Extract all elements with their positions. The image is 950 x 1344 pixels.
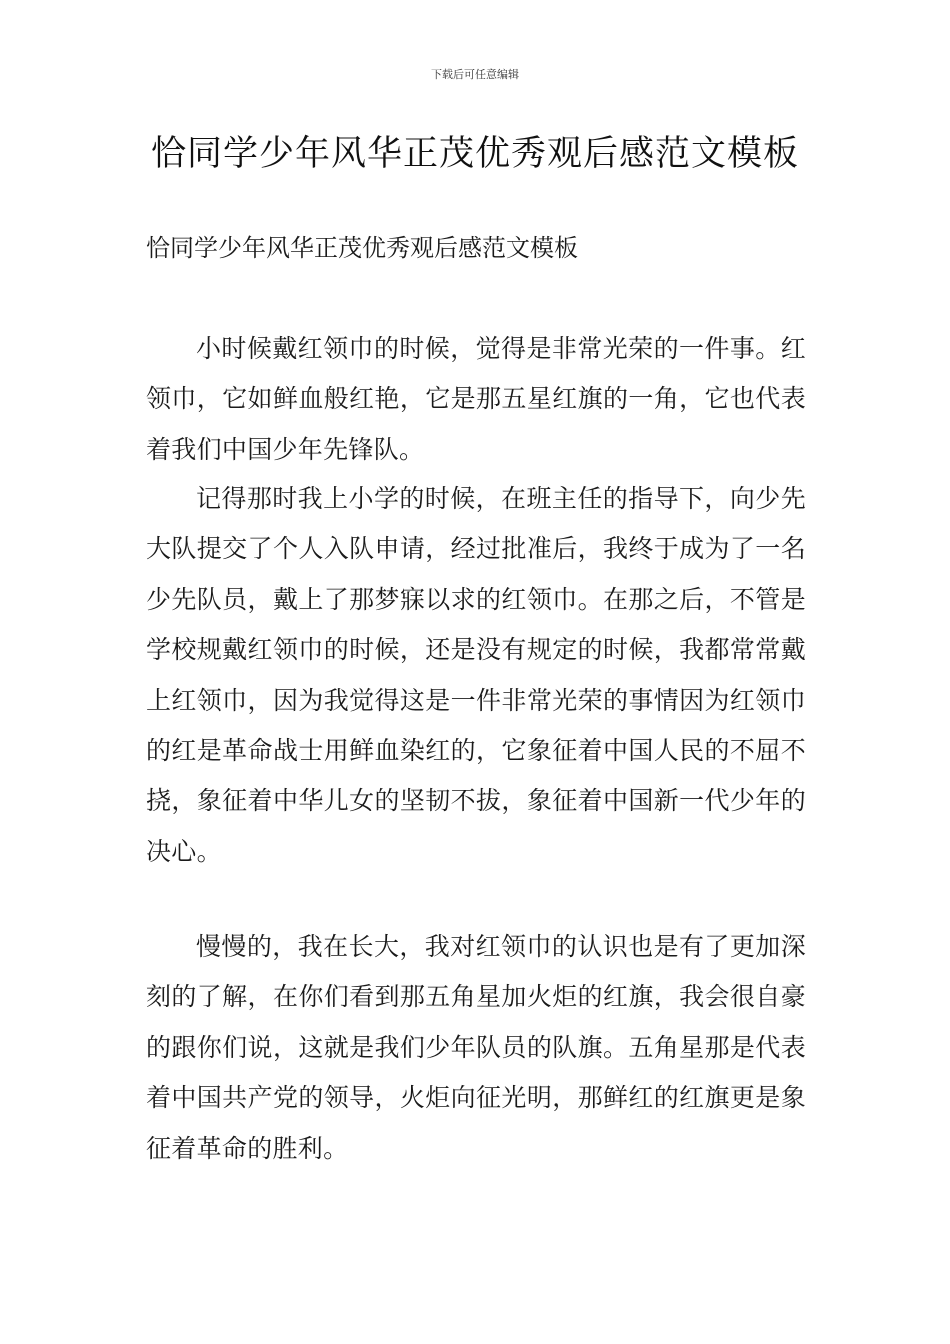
document-title: 恰同学少年风华正茂优秀观后感范文模板 <box>150 134 799 174</box>
paragraph-2: 记得那时我上小学的时候，在班主任的指导下，向少先大队提交了个人入队申请，经过批准后，我终于成为了一名少先队员，戴上了那梦寐以求的红领巾。在那之后，不管是学校规戴红领巾的时候，还是没有规定的时候，我都常常戴上红领巾，因为我觉得这是一件非常光荣的事情因为红领巾的红是革命战士用鲜血染红的，它象征着中国人民的不屈不挠，象征着中华儿女的坚韧不拔，象征着中国新一代少年的决心。 <box>146 484 806 866</box>
header-note: 下载后可任意编辑 <box>431 68 519 81</box>
document-subtitle: 恰同学少年风华正茂优秀观后感范文模板 <box>146 234 578 262</box>
paragraph-1: 小时候戴红领巾的时候，觉得是非常光荣的一件事。红领巾，它如鲜血般红艳，它是那五星红旗的一角，它也代表着我们中国少年先锋队。 <box>146 334 806 464</box>
paragraph-3: 慢慢的，我在长大，我对红领巾的认识也是有了更加深刻的了解，在你们看到那五角星加火炬的红旗，我会很自豪的跟你们说，这就是我们少年队员的队旗。五角星那是代表着中国共产党的领导，火炬向征光明，那鲜红的红旗更是象征着革命的胜利。 <box>146 932 806 1163</box>
